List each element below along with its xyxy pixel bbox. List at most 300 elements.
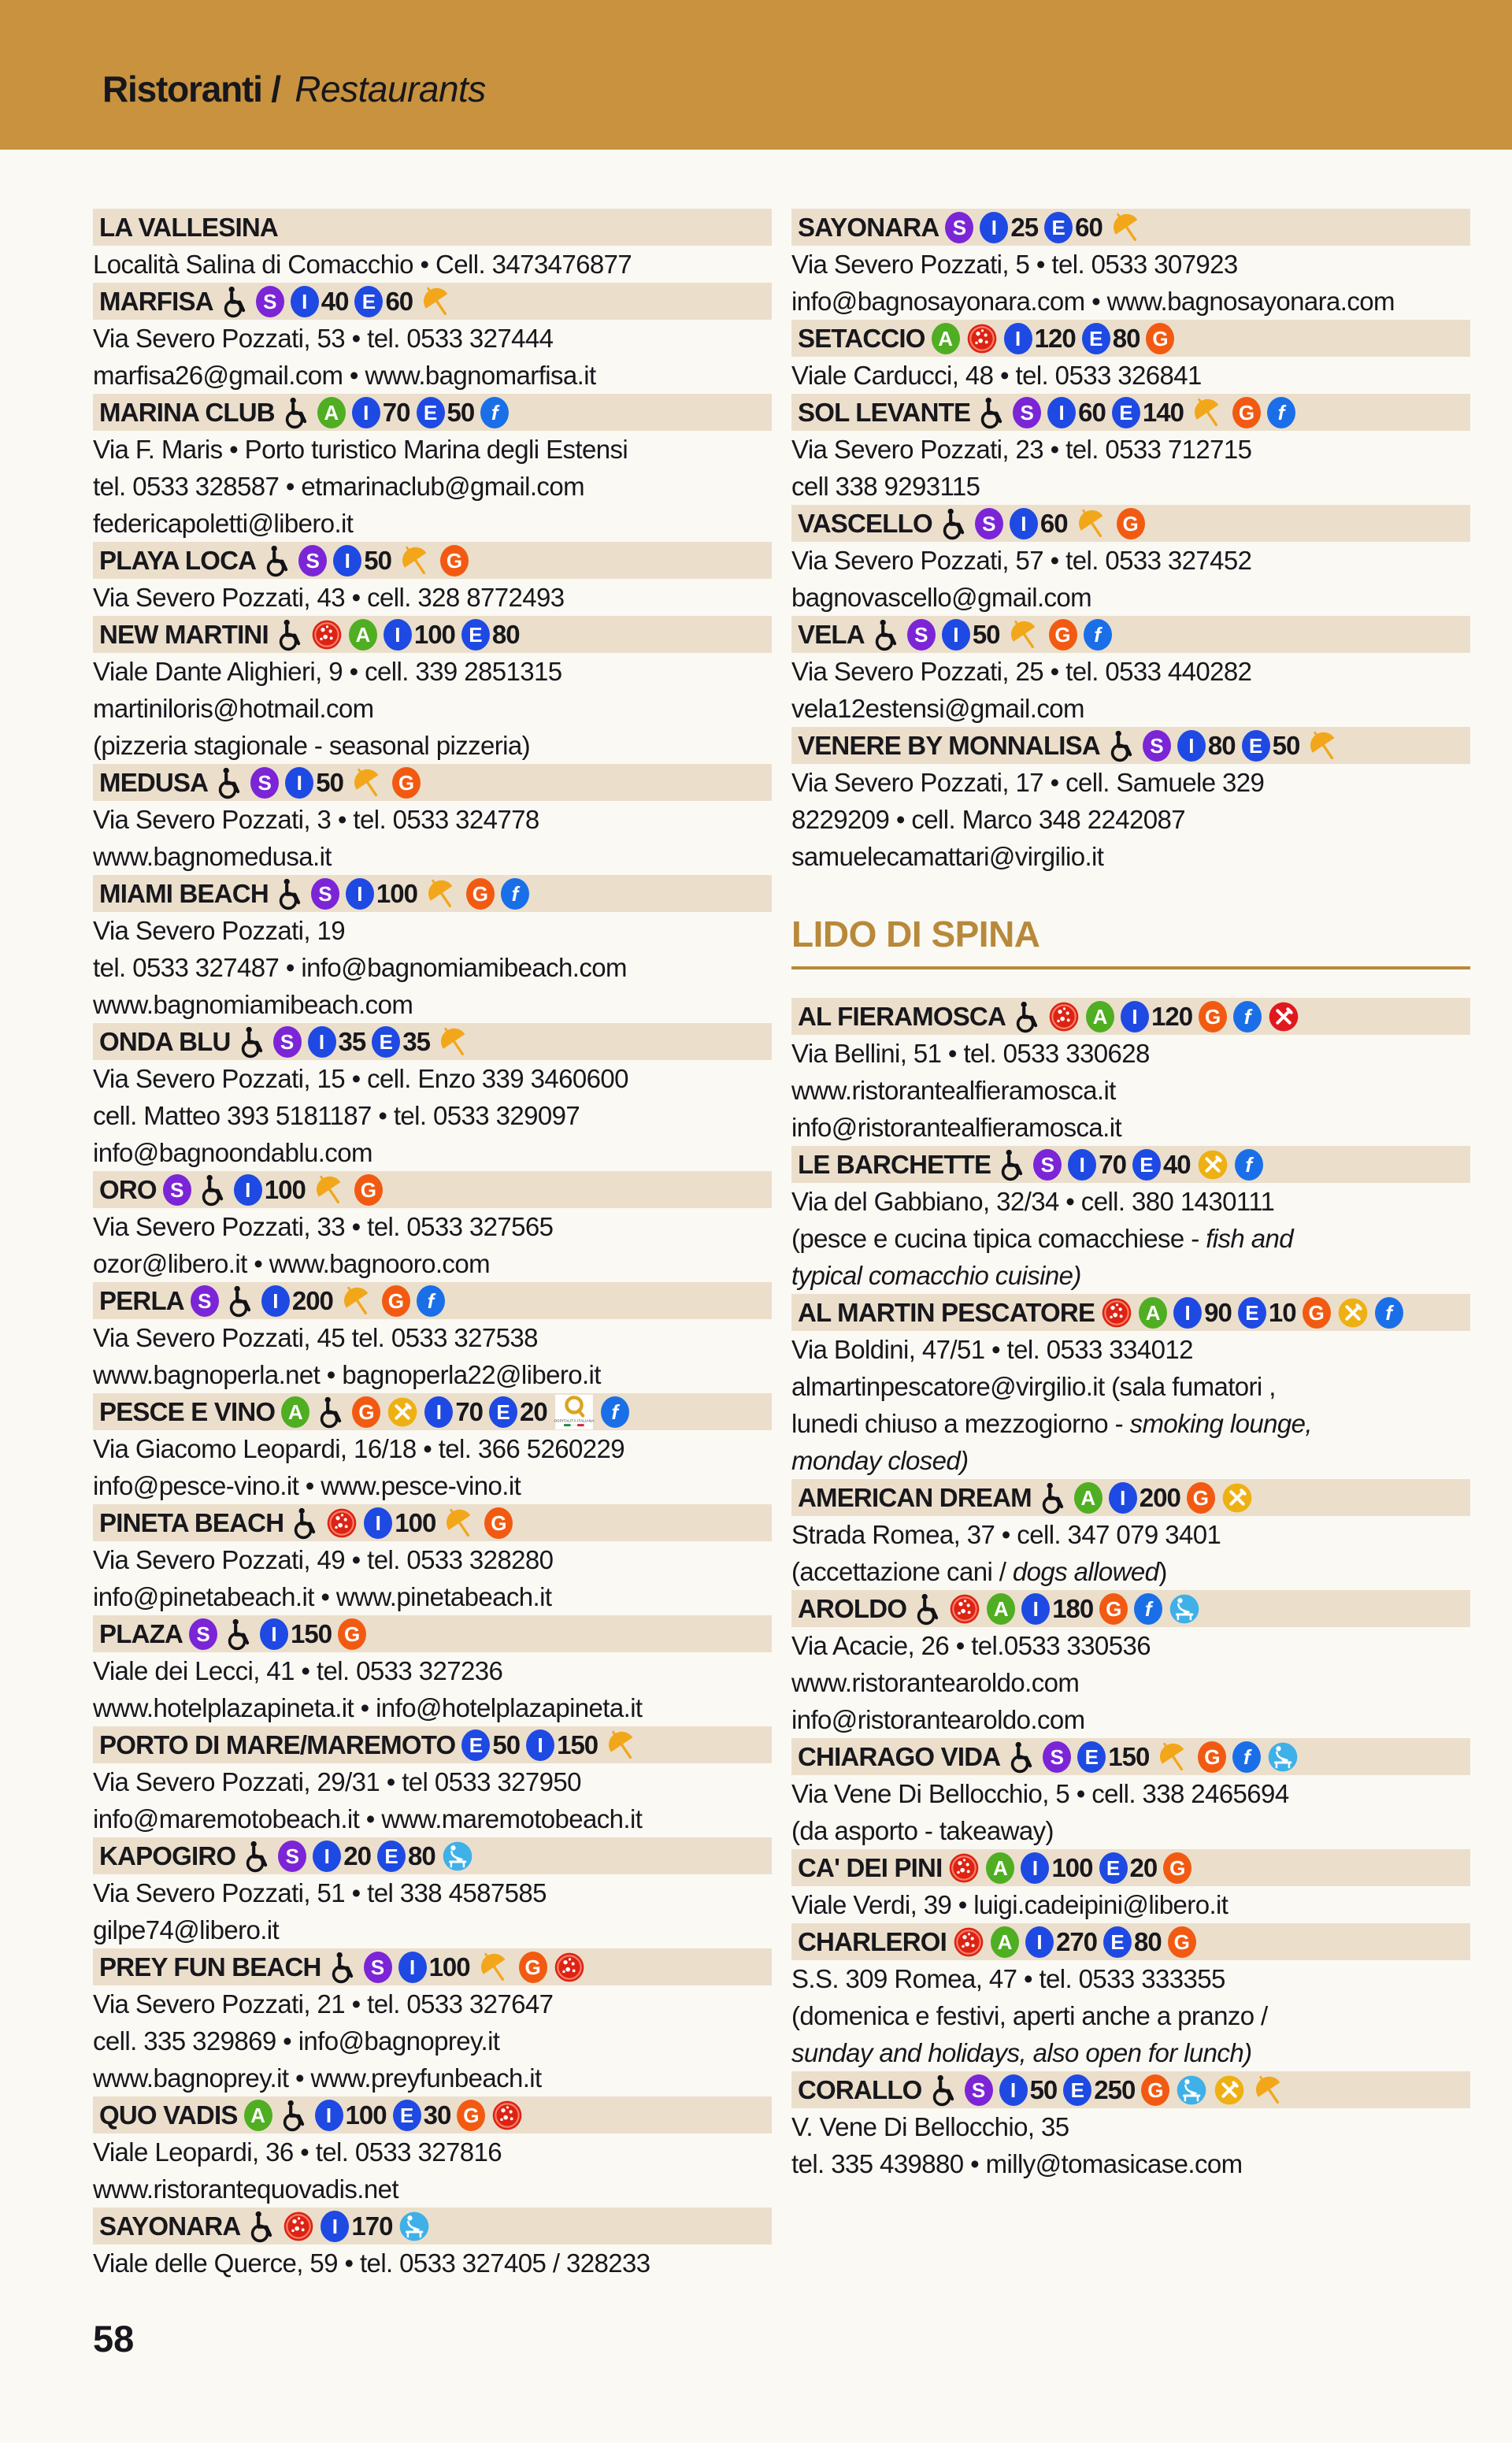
detail-text: Via Bellini, 51 • tel. 0533 330628 (791, 1039, 1150, 1068)
badge-e-icon-group (1044, 212, 1102, 243)
restaurant-name-row (93, 1393, 772, 1430)
restaurant-entry (93, 2208, 772, 2282)
restaurant-entry (791, 1590, 1470, 1738)
badge-letter: A (1145, 1300, 1161, 1325)
badge-s-icon (965, 2074, 993, 2106)
entry-detail-line (791, 1960, 1470, 1997)
restaurant-name-row (93, 764, 772, 801)
wheelchair-icon (275, 877, 305, 910)
detail-text: Via Severo Pozzati, 17 • cell. Samuele 329 (791, 768, 1265, 797)
detail-text: lunedi chiuso a mezzogiorno - (791, 1409, 1130, 1438)
badge-i-icon-group (980, 212, 1038, 243)
badge-a-icon (281, 1396, 309, 1428)
wheelchair-icon (214, 766, 244, 799)
restaurant-entry (791, 1923, 1470, 2071)
entry-detail-line (791, 246, 1470, 283)
restaurant-entry (93, 1171, 772, 1282)
entry-detail-line (93, 1689, 772, 1726)
detail-text: ) (1158, 1557, 1167, 1586)
detail-text: info@pesce-vino.it • www.pesce-vino.it (93, 1471, 521, 1500)
seats-count: 140 (1142, 397, 1184, 427)
entry-detail-line (93, 1985, 772, 2022)
wheelchair-icon (316, 1396, 346, 1429)
badge-letter: G (1147, 2078, 1164, 2102)
restaurant-name: ONDA BLU (99, 1026, 231, 1056)
pizza-icon (311, 619, 343, 651)
entry-detail-line (93, 801, 772, 838)
badge-s-icon-group (975, 508, 1003, 539)
detail-text: Via del Gabbiano, 32/34 • cell. 380 1430111 (791, 1187, 1275, 1216)
badge-i-icon (315, 2100, 343, 2131)
detail-text: Via Severo Pozzati, 21 • tel. 0533 327647 (93, 1989, 554, 2019)
badge-s-icon-group (298, 545, 327, 576)
restaurant-entry (93, 283, 772, 394)
entry-detail-line (791, 838, 1470, 875)
entry-detail-line (791, 1997, 1470, 2034)
restaurant-entry (93, 1023, 772, 1171)
restaurant-name: SAYONARA (798, 212, 939, 242)
badge-i-icon (260, 1618, 288, 1650)
badge-e-icon-group (377, 1841, 435, 1872)
badge-i-icon (1177, 730, 1206, 762)
badge-letter: f (1385, 1300, 1392, 1325)
badge-letter: S (280, 1029, 295, 1054)
badge-letter: G (387, 1288, 405, 1313)
badge-s-icon-group (1033, 1149, 1062, 1181)
badge-e-icon (417, 397, 445, 428)
badge-i-icon-group (315, 2100, 387, 2131)
entry-detail-line (791, 801, 1470, 838)
restaurant-name: QUO VADIS (99, 2100, 238, 2130)
badge-a-icon-group (1086, 1001, 1114, 1032)
badge-letter: f (511, 881, 519, 906)
badge-s-icon (191, 1285, 219, 1317)
detail-text: fish and (1206, 1224, 1293, 1253)
badge-g-icon-group (392, 767, 421, 799)
wheelchair-icon (198, 1173, 228, 1207)
detail-text: www.bagnoperla.net • bagnoperla22@libero.it (93, 1360, 601, 1389)
badge-letter: I (324, 1844, 330, 1868)
restaurant-name-row (93, 394, 772, 431)
badge-letter: E (384, 1844, 398, 1868)
badge-i-icon-group (1021, 1852, 1092, 1884)
restaurant-name: MARFISA (99, 286, 213, 316)
seats-count: 50 (364, 545, 391, 575)
detail-text: Viale Verdi, 39 • luigi.cadeipini@libero.it (791, 1890, 1228, 1919)
detail-text: www.ristorantearoldo.com (791, 1668, 1080, 1697)
detail-text: Strada Romea, 37 • cell. 347 079 3401 (791, 1520, 1221, 1549)
badge-g-icon-group (352, 1396, 380, 1428)
entry-detail-line (93, 246, 772, 283)
restaurant-name-row (791, 727, 1470, 764)
badge-letter: E (399, 2103, 414, 2127)
seats-count: 80 (1112, 323, 1140, 353)
wheelchair-icon (1106, 729, 1136, 762)
detail-text: info@bagnoondablu.com (93, 1138, 372, 1167)
badge-letter: S (263, 289, 277, 313)
badge-i-icon (1173, 1297, 1202, 1329)
seats-count: 20 (1129, 1852, 1158, 1882)
badge-g-icon (1099, 1593, 1128, 1625)
detail-text: Viale Dante Alighieri, 9 • cell. 339 2851315 (93, 657, 562, 686)
seats-count: 170 (351, 2211, 393, 2241)
cutlery-gold-icon (1221, 1482, 1253, 1514)
cutlery-gold-icon (1197, 1149, 1228, 1181)
seats-count: 60 (385, 286, 413, 316)
badge-i-icon-group (260, 1618, 332, 1650)
badge-e-icon (393, 2100, 421, 2131)
badge-g-icon (457, 2100, 485, 2131)
seats-count: 35 (402, 1026, 430, 1056)
restaurant-entry (93, 209, 772, 283)
facebook-icon-group (1267, 397, 1295, 428)
entry-detail-line (791, 579, 1470, 616)
badge-letter: I (272, 1288, 279, 1313)
badge-s-icon (945, 212, 973, 243)
badge-s-icon (1033, 1149, 1062, 1181)
entry-detail-line (93, 468, 772, 505)
restaurant-entry (93, 1615, 772, 1726)
badge-i-icon (346, 878, 374, 910)
badge-e-icon (1238, 1297, 1266, 1329)
detail-text: typical comacchio cuisine) (791, 1261, 1081, 1290)
badge-a-icon-group (244, 2100, 272, 2131)
entry-detail-line (791, 690, 1470, 727)
entry-detail-line (93, 1356, 772, 1393)
entry-detail-line (791, 1035, 1470, 1072)
restaurant-entry (791, 1294, 1470, 1479)
seats-count: 150 (291, 1618, 332, 1648)
restaurant-name: AMERICAN DREAM (798, 1482, 1032, 1512)
badge-g-icon-group (1141, 2074, 1169, 2106)
badge-g-icon (466, 878, 495, 910)
detail-text: dogs allowed (1012, 1557, 1159, 1586)
seats-count: 50 (1029, 2074, 1058, 2104)
badge-i-icon-group (285, 767, 343, 799)
wheelchair-icon (328, 1951, 358, 1984)
detail-text: tel. 0533 327487 • info@bagnomiamibeach.com (93, 953, 627, 982)
restaurant-name: MEDUSA (99, 767, 209, 797)
badge-e-icon (354, 286, 383, 317)
restaurant-name: PLAZA (99, 1618, 183, 1648)
restaurant-name-row (93, 1948, 772, 1985)
svg-text:OSPITALITÀ ITALIANA: OSPITALITÀ ITALIANA (554, 1418, 595, 1423)
detail-text: (pesce e cucina tipica comacchiese - (791, 1224, 1206, 1253)
beach-umbrella-icon (312, 1172, 348, 1208)
facebook-icon (1232, 1741, 1261, 1773)
facebook-icon-group (601, 1396, 629, 1428)
badge-i-icon-group (346, 878, 417, 910)
seats-count: 20 (520, 1396, 547, 1426)
seats-count: 70 (455, 1396, 484, 1426)
facebook-icon-group (1235, 1149, 1263, 1181)
restaurant-name: NEW MARTINI (99, 619, 269, 649)
badge-g-icon (1141, 2074, 1169, 2106)
entry-detail-line (791, 2108, 1470, 2145)
detail-text: Viale dei Lecci, 41 • tel. 0533 327236 (93, 1656, 503, 1685)
wheelchair-icon (275, 618, 305, 651)
badge-s-icon-group (256, 286, 284, 317)
badge-i-icon (1025, 1926, 1054, 1958)
badge-s-icon (256, 286, 284, 317)
detail-text: Via Acacie, 26 • tel.0533 330536 (791, 1631, 1151, 1660)
badge-i-icon (333, 545, 361, 576)
entry-detail-line (93, 1097, 772, 1134)
badge-g-icon-group (354, 1174, 383, 1206)
badge-s-icon-group (311, 878, 339, 910)
restaurant-name-row (791, 2071, 1470, 2108)
pizza-icon (491, 2100, 523, 2131)
badge-g-icon-group (1232, 397, 1261, 428)
badge-letter: G (1308, 1300, 1325, 1325)
wheelchair-icon (1038, 1481, 1068, 1514)
restaurant-entry (93, 1726, 772, 1837)
badge-g-icon-group (484, 1507, 513, 1539)
beach-umbrella-icon (476, 1949, 513, 1985)
badge-s-icon (1143, 730, 1171, 762)
badge-letter: E (1089, 326, 1103, 350)
detail-text: Via Severo Pozzati, 43 • cell. 328 8772493 (93, 583, 565, 612)
badge-letter: f (611, 1399, 619, 1424)
facebook-icon-group (417, 1285, 445, 1317)
restaurant-name: AL MARTIN PESCATORE (798, 1297, 1095, 1327)
restaurant-name-row (791, 505, 1470, 542)
badge-i-icon (285, 767, 313, 799)
detail-text: Via Giacomo Leopardi, 16/18 • tel. 366 5260229 (93, 1434, 625, 1463)
entry-detail-line (93, 1467, 772, 1504)
entry-detail-line (93, 1800, 772, 1837)
restaurant-name-row (93, 209, 772, 246)
badge-e-icon-group (461, 1729, 520, 1761)
restaurant-name-row (791, 1479, 1470, 1516)
badge-i-icon-group (1068, 1149, 1126, 1181)
detail-text: almartinpescatore@virgilio.it (sala fumatori , (791, 1372, 1276, 1401)
restaurant-name-row (791, 998, 1470, 1035)
badge-i-icon-group (1121, 1001, 1192, 1032)
detail-text: Via Severo Pozzati, 49 • tel. 0533 328280 (93, 1545, 554, 1574)
seats-count: 120 (1034, 323, 1076, 353)
cutlery-red-icon (1268, 1001, 1299, 1032)
restaurant-name: MIAMI BEACH (99, 878, 269, 908)
page-header (0, 0, 1512, 150)
badge-e-icon-group (1077, 1741, 1149, 1773)
badge-letter: I (991, 215, 998, 239)
badge-letter: S (258, 770, 272, 795)
restaurant-name: VENERE BY MONNALISA (798, 730, 1100, 760)
pizza-icon (283, 2211, 314, 2242)
seats-count: 40 (321, 286, 349, 316)
facebook-icon (480, 397, 509, 428)
badge-s-icon-group (189, 1618, 217, 1650)
seats-count: 60 (1075, 212, 1102, 242)
entry-detail-line (791, 431, 1470, 468)
wheelchair-icon (1012, 1000, 1042, 1033)
seats-count: 80 (408, 1841, 435, 1870)
badge-s-icon-group (1013, 397, 1041, 428)
seats-count: 200 (291, 1285, 333, 1315)
badge-i-icon-group (1173, 1297, 1232, 1329)
badge-i-icon (424, 1396, 453, 1428)
entry-detail-line (93, 1652, 772, 1689)
badge-letter: f (427, 1288, 435, 1313)
badge-a-icon-group (281, 1396, 309, 1428)
restaurant-entry (791, 1146, 1470, 1294)
entry-detail-line (791, 1775, 1470, 1812)
seats-count: 10 (1268, 1297, 1296, 1327)
entry-detail-line (791, 1331, 1470, 1368)
badge-i-icon (1121, 1001, 1149, 1032)
badge-g-icon-group (1199, 1001, 1227, 1032)
left-column (93, 209, 772, 2282)
seats-count: 80 (1207, 730, 1236, 760)
badge-letter: G (1192, 1485, 1209, 1510)
badge-e-icon (1077, 1741, 1106, 1773)
badge-letter: I (1058, 400, 1065, 424)
detail-text: monday closed) (791, 1446, 969, 1475)
badge-i-icon-group (424, 1396, 483, 1428)
restaurant-name: PERLA (99, 1285, 184, 1315)
wheelchair-icon (939, 507, 969, 540)
restaurant-name: PESCE E VINO (99, 1396, 276, 1426)
badge-letter: G (1169, 1855, 1186, 1880)
badge-letter: G (463, 2103, 480, 2127)
restaurant-entry (93, 542, 772, 616)
badge-g-icon-group (466, 878, 495, 910)
seats-count: 100 (428, 1952, 470, 1981)
badge-i-icon (352, 397, 380, 428)
badge-a-icon (349, 619, 377, 651)
restaurant-entry (791, 1738, 1470, 1849)
badge-letter: A (250, 2103, 265, 2127)
facebook-icon (501, 878, 529, 910)
pizza-icon (1048, 1001, 1080, 1032)
seats-count: 40 (1162, 1149, 1191, 1179)
badge-s-icon (250, 767, 279, 799)
detail-text: 8229209 • cell. Marco 348 2242087 (791, 805, 1185, 834)
restaurant-name: LE BARCHETTE (798, 1149, 991, 1179)
wheelchair-icon (224, 1618, 254, 1651)
badge-letter: G (343, 1622, 361, 1646)
badge-i-icon (364, 1507, 392, 1539)
badge-e-icon-group (1112, 397, 1184, 428)
seats-count: 90 (1204, 1297, 1232, 1327)
badge-e-icon (1082, 323, 1110, 354)
detail-text: cell. 335 329869 • info@bagnoprey.it (93, 2026, 500, 2056)
wheelchair-icon (242, 1840, 272, 1873)
badge-e-icon (377, 1841, 406, 1872)
detail-text: Via Severo Pozzati, 53 • tel. 0533 327444 (93, 324, 554, 353)
badge-letter: E (1051, 215, 1065, 239)
restaurant-entry (791, 1849, 1470, 1923)
detail-text: Viale Leopardi, 36 • tel. 0533 327816 (93, 2137, 502, 2167)
detail-text: (accettazione cani / (791, 1557, 1013, 1586)
badge-a-icon-group (1074, 1482, 1102, 1514)
badge-letter: G (472, 881, 489, 906)
wheelchair-icon (928, 2074, 958, 2107)
pizza-icon (1101, 1297, 1132, 1329)
badge-s-icon-group (273, 1026, 302, 1058)
badge-a-icon (317, 397, 346, 428)
restaurant-name-row (93, 1615, 772, 1652)
badge-letter: G (1054, 622, 1071, 647)
badge-s-icon-group (364, 1952, 392, 1983)
badge-letter: G (491, 1511, 507, 1535)
entry-detail-line (93, 949, 772, 986)
entry-detail-line (791, 1405, 1470, 1442)
restaurant-name: VASCELLO (798, 508, 932, 538)
restaurant-entry (791, 616, 1470, 727)
detail-text: bagnovascello@gmail.com (791, 583, 1092, 612)
badge-i-icon-group (234, 1174, 306, 1206)
badge-letter: A (993, 1596, 1009, 1621)
badge-e-icon-group (1238, 1297, 1296, 1329)
beach-umbrella-icon (339, 1283, 376, 1319)
badge-e-icon (372, 1026, 400, 1058)
entry-detail-line (791, 468, 1470, 505)
badge-e-icon (489, 1396, 517, 1428)
restaurant-name-row (93, 2208, 772, 2245)
facebook-icon (1235, 1149, 1263, 1181)
baby-changing-icon (1176, 2074, 1207, 2106)
badge-i-icon-group (364, 1507, 435, 1539)
detail-text: cell 338 9293115 (791, 472, 980, 501)
detail-text: Via Severo Pozzati, 25 • tel. 0533 440282 (791, 657, 1252, 686)
restaurant-entry (791, 727, 1470, 875)
entry-detail-line (93, 2245, 772, 2282)
wheelchair-icon (1006, 1740, 1036, 1774)
seats-count: 180 (1052, 1593, 1094, 1623)
entry-detail-line (93, 690, 772, 727)
badge-letter: I (363, 400, 369, 424)
facebook-icon (417, 1285, 445, 1317)
badge-letter: E (1070, 2078, 1084, 2102)
badge-letter: G (524, 1955, 541, 1979)
wheelchair-icon (871, 618, 901, 651)
badge-letter: S (196, 1622, 210, 1646)
badge-i-icon-group (1109, 1482, 1180, 1514)
badge-letter: G (360, 1177, 376, 1202)
badge-letter: E (1119, 400, 1133, 424)
badge-s-icon-group (1143, 730, 1171, 762)
entry-detail-line (93, 1541, 772, 1578)
pizza-icon (949, 1593, 980, 1625)
detail-text: (domenica e festivi, aperti anche a pranzo / (791, 2001, 1268, 2030)
beach-umbrella-icon (350, 765, 386, 801)
badge-a-icon-group (986, 1852, 1014, 1884)
restaurant-name: KAPOGIRO (99, 1841, 236, 1870)
seats-count: 150 (1108, 1741, 1150, 1771)
badge-e-icon-group (1099, 1852, 1158, 1884)
badge-letter: G (1238, 400, 1255, 424)
detail-text: Via F. Maris • Porto turistico Marina degli Estensi (93, 435, 628, 464)
badge-e-icon-group (461, 619, 520, 651)
badge-letter: A (324, 400, 339, 424)
badge-letter: I (1021, 511, 1027, 536)
detail-text: Via Severo Pozzati, 51 • tel 338 4587585 (93, 1878, 547, 1907)
entry-detail-line (791, 2145, 1470, 2182)
badge-g-icon (1049, 619, 1077, 651)
restaurant-name-row (791, 394, 1470, 431)
badge-a-icon (1074, 1482, 1102, 1514)
badge-e-icon-group (1242, 730, 1300, 762)
detail-text: www.ristorantequovadis.net (93, 2174, 398, 2204)
badge-g-icon-group (457, 2100, 485, 2131)
restaurant-name: PLAYA LOCA (99, 545, 257, 575)
entry-detail-line (791, 1072, 1470, 1109)
section-header (791, 913, 1470, 969)
seats-count: 60 (1078, 397, 1106, 427)
badge-e-icon-group (354, 286, 413, 317)
